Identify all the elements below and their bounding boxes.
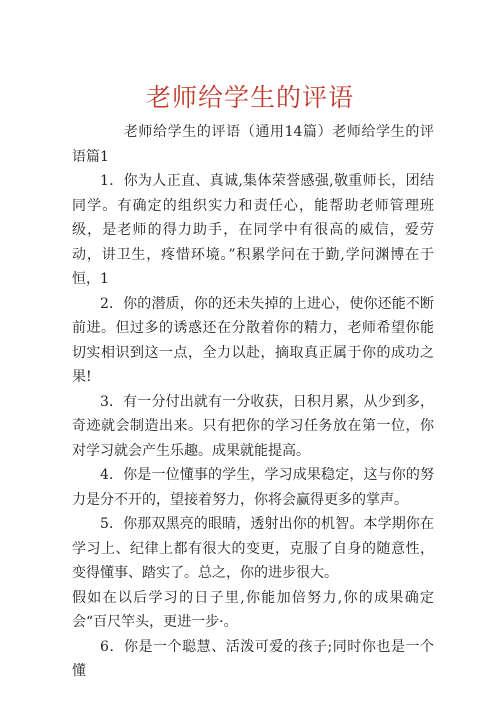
document-body xyxy=(72,120,434,684)
comment-paragraph-6: 6．你是一个聪慧、活泼可爱的孩子;同时你也是一个懂 xyxy=(72,638,434,679)
continuation-paragraph: 假如在以后学习的日子里,你能加倍努力,你的成果确定会“百尺竿头，更进一步·。 xyxy=(72,589,434,630)
comment-paragraph-3: 3．有一分付出就有一分收获，日积月累，从少到多，奇迹就会制造出来。只有把你的学习任务放在第一位，你对学习就会产生乐趣。成果就能提高。 xyxy=(72,393,434,459)
document-title: 老师给学生的评语 xyxy=(145,83,354,112)
subtitle-paragraph: 老师给学生的评语（通用14篇）老师给学生的评语篇1 xyxy=(72,124,434,165)
comment-paragraph-1: 1．你为人正直、真诚,集体荣誉感强,敬重师长，团结同学。有确定的组织实力和责任心，能帮助老师管理班级，是老师的得力助手，在同学中有很高的威信，爱劳动，讲卫生，疼惜环境。”积累学问在于勤,学问渊博在于恒，1 xyxy=(72,173,434,287)
comment-paragraph-5: 5．你那双黑亮的眼睛，透射出你的机智。本学期你在学习上、纪律上都有很大的变更，克服了自身的随意性，变得懂事、踏实了。总之，你的进步很大。 xyxy=(72,516,434,581)
comment-paragraph-4: 4．你是一位懂事的学生，学习成果稳定，这与你的努力是分不开的，望接着努力，你将会赢得更多的掌声。 xyxy=(72,467,434,508)
comment-paragraph-2: 2．你的潜质，你的还未失掉的上进心，使你还能不断前进。但过多的诱惑还在分散着你的精力，老师希望你能切实相识到这一点，全力以赴，摘取真正属于你的成功之果! xyxy=(72,295,434,385)
